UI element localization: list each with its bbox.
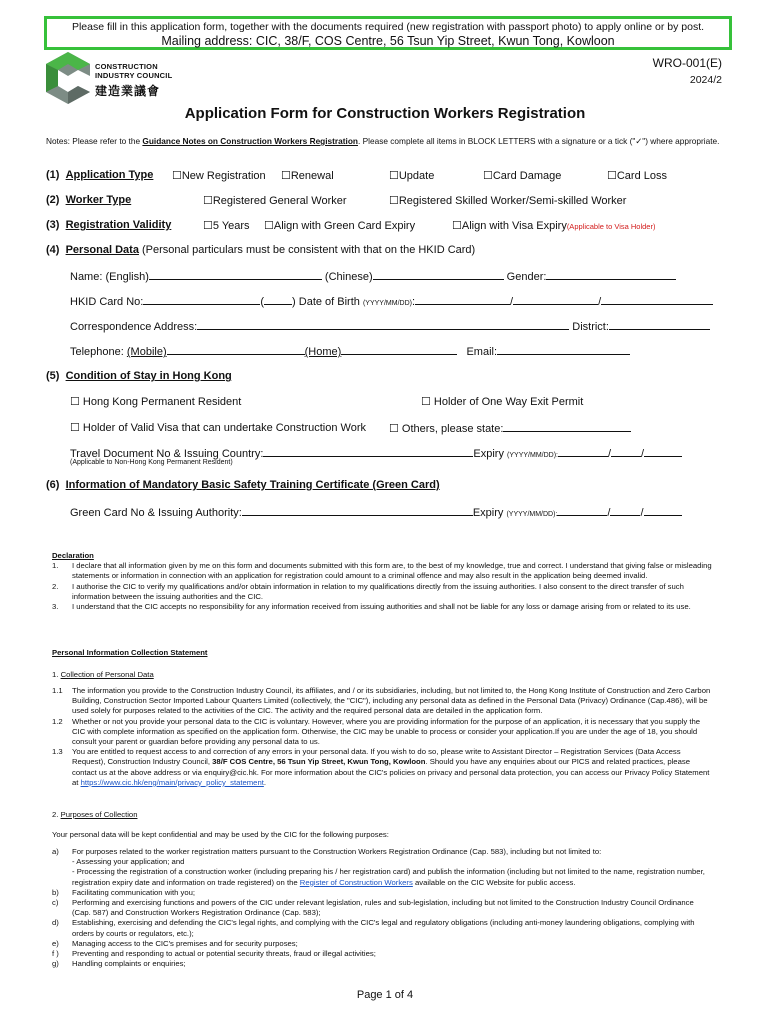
travel-doc-note: (Applicable to Non-Hong Kong Permanent Resident) bbox=[70, 459, 233, 466]
green-card-row: Green Card No & Issuing Authority: Expiry (YYYY/MM/DD): / / bbox=[70, 505, 682, 519]
dob-day-field[interactable] bbox=[601, 294, 713, 305]
checkbox-others[interactable]: ☐ Others, please state: bbox=[389, 421, 631, 435]
section-green-card: (6) Information of Mandatory Basic Safety Training Certificate (Green Card) bbox=[46, 479, 440, 491]
checkbox-permanent-resident[interactable]: ☐ Hong Kong Permanent Resident bbox=[70, 396, 242, 408]
purpose-item: f ) Preventing and responding to actual or potential security threats, fraud or illegal activities; bbox=[52, 949, 376, 959]
privacy-policy-link[interactable]: https://www.cic.hk/eng/main/privacy_policy_statement bbox=[80, 777, 264, 787]
org-name: CONSTRUCTION INDUSTRY COUNCIL bbox=[95, 62, 173, 80]
org-name-chinese: 建造業議會 bbox=[95, 84, 161, 98]
checkbox-5-years[interactable]: ☐5 Years bbox=[203, 220, 250, 232]
checkbox-renewal[interactable]: ☐Renewal bbox=[281, 170, 334, 182]
declaration bbox=[52, 551, 712, 612]
green-card-expiry-month-field[interactable] bbox=[610, 505, 640, 516]
notice-instructions: Please fill in this application form, together with the documents required (new registration with passport photo) to apply online or by post. bbox=[71, 21, 705, 33]
purpose-item: d) Establishing, exercising and defending the CIC's legal rights, and complying with the CIC's legal and regulatory obligations (including anti-money laundering obligations, complying with orders by courts or regulators, etc.); bbox=[52, 918, 695, 938]
pics-collection-heading: 1. Collection of Personal Data bbox=[52, 670, 154, 679]
hkid-check-digit-field[interactable] bbox=[264, 294, 292, 305]
notice-box bbox=[44, 16, 732, 50]
declaration-item: 2. I authorise the CIC to verify my qualifications and/or obtain information in relation to my qualifications directly from the issuing authorities. I also consent to the direct transfer of such information between the issuing authorities and the CIC. bbox=[52, 581, 684, 601]
section-condition-of-stay: (5) Condition of Stay in Hong Kong bbox=[46, 370, 232, 382]
purposes-list bbox=[52, 847, 714, 969]
checkbox-skilled-worker[interactable]: ☐Registered Skilled Worker/Semi-skilled Worker bbox=[389, 195, 627, 207]
cic-logo-icon bbox=[46, 52, 90, 104]
address-field[interactable] bbox=[197, 319, 569, 330]
checkbox-one-way-permit[interactable]: ☐ Holder of One Way Exit Permit bbox=[421, 396, 584, 408]
gender-field[interactable] bbox=[546, 269, 676, 280]
notes: Notes: Please refer to the Guidance Notes on Construction Workers Registration. Please complete all items in BLOCK LETTERS with a signature or a tick ("✓") where appropriate. bbox=[46, 136, 720, 146]
checkbox-new-registration[interactable]: ☐New Registration bbox=[172, 170, 266, 182]
section-application-type: (1) Application Type bbox=[46, 169, 154, 181]
dob-month-field[interactable] bbox=[513, 294, 598, 305]
section-personal-data: (4) Personal Data (Personal particulars must be consistent with that on the HKID Card) bbox=[46, 244, 476, 256]
checkbox-valid-visa[interactable]: ☐ Holder of Valid Visa that can undertake Construction Work bbox=[70, 422, 367, 434]
checkbox-card-loss[interactable]: ☐Card Loss bbox=[607, 170, 667, 182]
hkid-field[interactable] bbox=[143, 294, 260, 305]
form-revision: 2024/2 bbox=[689, 74, 722, 86]
purpose-intro: Your personal data will be kept confidential and may be used by the CIC for the following purposes: bbox=[52, 830, 389, 839]
pics-item: 1.2 Whether or not you provide your personal data to the CIC is voluntary. However, where you are providing information for the purpose of an application, it is necessary that you supply the CIC with complete information as specified on the application form. Otherwise, the CIC may be unable to process or consider your application.If you are under the age of 18, you should consult your parent or guardian before providing any personal data to us. bbox=[52, 716, 701, 747]
green-card-expiry-day-field[interactable] bbox=[644, 505, 682, 516]
pics-heading: Personal Information Collection Statement bbox=[52, 648, 208, 657]
green-card-expiry-year-field[interactable] bbox=[557, 505, 607, 516]
dob-year-field[interactable] bbox=[415, 294, 510, 305]
travel-expiry-day-field[interactable] bbox=[644, 446, 682, 457]
checkbox-general-worker[interactable]: ☐Registered General Worker bbox=[203, 195, 347, 207]
declaration-heading: Declaration bbox=[52, 551, 94, 560]
purpose-item: a) For purposes related to the worker registration matters pursuant to the Construction Workers Registration Ordinance (Cap. 583), including but not limited to: - Assessing your application; and - Processing the registration of a construction worker (including preparing his / her registration card) and publish the information (including but not limited to the name, registration number, registration expiry date and information on trade registered) on the Register of Construction Workers available on the CIC Website for public access. bbox=[52, 847, 705, 887]
english-name-field[interactable] bbox=[149, 269, 322, 280]
mailing-address: Mailing address: CIC, 38/F, COS Centre, 56 Tsun Yip Street, Kwun Tong, Kowloon bbox=[161, 34, 615, 48]
checkbox-update[interactable]: ☐Update bbox=[389, 170, 435, 182]
visa-holder-note: (Applicable to Visa Holder) bbox=[566, 222, 656, 231]
chinese-name-field[interactable] bbox=[373, 269, 504, 280]
purpose-item: g) Handling complaints or enquiries; bbox=[52, 959, 186, 969]
page-number: Page 1 of 4 bbox=[356, 989, 414, 1001]
mobile-field[interactable] bbox=[167, 344, 305, 355]
hkid-row: HKID Card No: ( ) Date of Birth (YYYY/MM/DD): / / bbox=[70, 294, 713, 308]
district-field[interactable] bbox=[609, 319, 710, 330]
checkbox-align-visa[interactable]: ☐Align with Visa Expiry(Applicable to Visa Holder) bbox=[452, 220, 656, 232]
travel-expiry-month-field[interactable] bbox=[611, 446, 641, 457]
declaration-item: 1. I declare that all information given by me on this form and documents submitted with this form are, to the best of my knowledge, true and correct. I understand that giving false or misleading statements or information in connection with an application for registration could amount to a criminal offence and may also result in the application being deemed invalid. bbox=[52, 561, 712, 581]
email-field[interactable] bbox=[497, 344, 630, 355]
pics-purposes-heading: 2. Purposes of Collection bbox=[52, 810, 138, 819]
purpose-item: e) Managing access to the CIC's premises and for security purposes; bbox=[52, 938, 298, 948]
address-row: Correspondence Address: District: bbox=[70, 319, 710, 333]
checkbox-card-damage[interactable]: ☐Card Damage bbox=[483, 170, 562, 182]
travel-doc-row: Travel Document No & Issuing Country: Expiry (YYYY/MM/DD): / / bbox=[70, 446, 682, 460]
checkbox-align-green-card[interactable]: ☐Align with Green Card Expiry bbox=[264, 220, 416, 232]
pics-collection-list bbox=[52, 686, 714, 788]
pics-item: 1.1 The information you provide to the Construction Industry Council, its affiliates, and / or its subsidiaries, including, but not limited to, the Hong Kong Institute of Construction and Zero Carbon Building, Construction Sector Imported Labour Quarters Limited (collectively, the "CIC"), including any personal data as defined in the Personal Data (Privacy) Ordinance (Cap.486), will be used solely for purposes related to the activities of the CIC. The activity and the required personal data are detailed in the application form. bbox=[52, 686, 711, 716]
telephone-row: Telephone: (Mobile) (Home) Email: bbox=[70, 344, 630, 358]
section-registration-validity: (3) Registration Validity bbox=[46, 219, 172, 231]
others-field[interactable] bbox=[503, 421, 631, 432]
home-phone-field[interactable] bbox=[341, 344, 457, 355]
purpose-item: b) Facilitating communication with you; bbox=[52, 887, 196, 897]
purpose-item: c) Performing and exercising functions and powers of the CIC under relevant legislation, rules and sub-legislation, including but not limited to the Construction Industry Council Ordinance (Cap. 587) and Construction Workers Registration Ordinance (Cap. 583); bbox=[52, 898, 694, 918]
travel-expiry-year-field[interactable] bbox=[558, 446, 608, 457]
name-row: Name: (English) (Chinese) Gender: bbox=[70, 269, 676, 283]
travel-doc-field[interactable] bbox=[263, 446, 473, 457]
pics-item: 1.3 You are entitled to request access to and correction of any errors in your personal data. If you wish to do so, please write to Assistant Director – Registration Services (Data Access Request), Construction Industry Council, 38/F COS Centre, 56 Tsun Yip Street, Kwun Tong, Kowloon. Should you have any enquiries about our PICS and related practices, please contact us at the above address or via enquiry@cic.hk. For more information about the CIC's policies on privacy and personal data protection, you can access our Privacy Policy Statement at https://www.cic.hk/eng/main/privacy_policy_statement. bbox=[52, 747, 710, 787]
form-code: WRO-001(E) bbox=[652, 56, 722, 70]
guidance-notes-link[interactable]: Guidance Notes on Construction Workers Registration bbox=[142, 136, 358, 146]
declaration-item: 3. I understand that the CIC accepts no responsibility for any information received from issuing authorities and shall not be liable for any loss or damage arising from or related to its use. bbox=[52, 602, 691, 612]
register-link[interactable]: Register of Construction Workers bbox=[299, 877, 413, 887]
page-title: Application Form for Construction Workers Registration bbox=[184, 105, 586, 122]
green-card-field[interactable] bbox=[242, 505, 473, 516]
section-worker-type: (2) Worker Type bbox=[46, 194, 132, 206]
